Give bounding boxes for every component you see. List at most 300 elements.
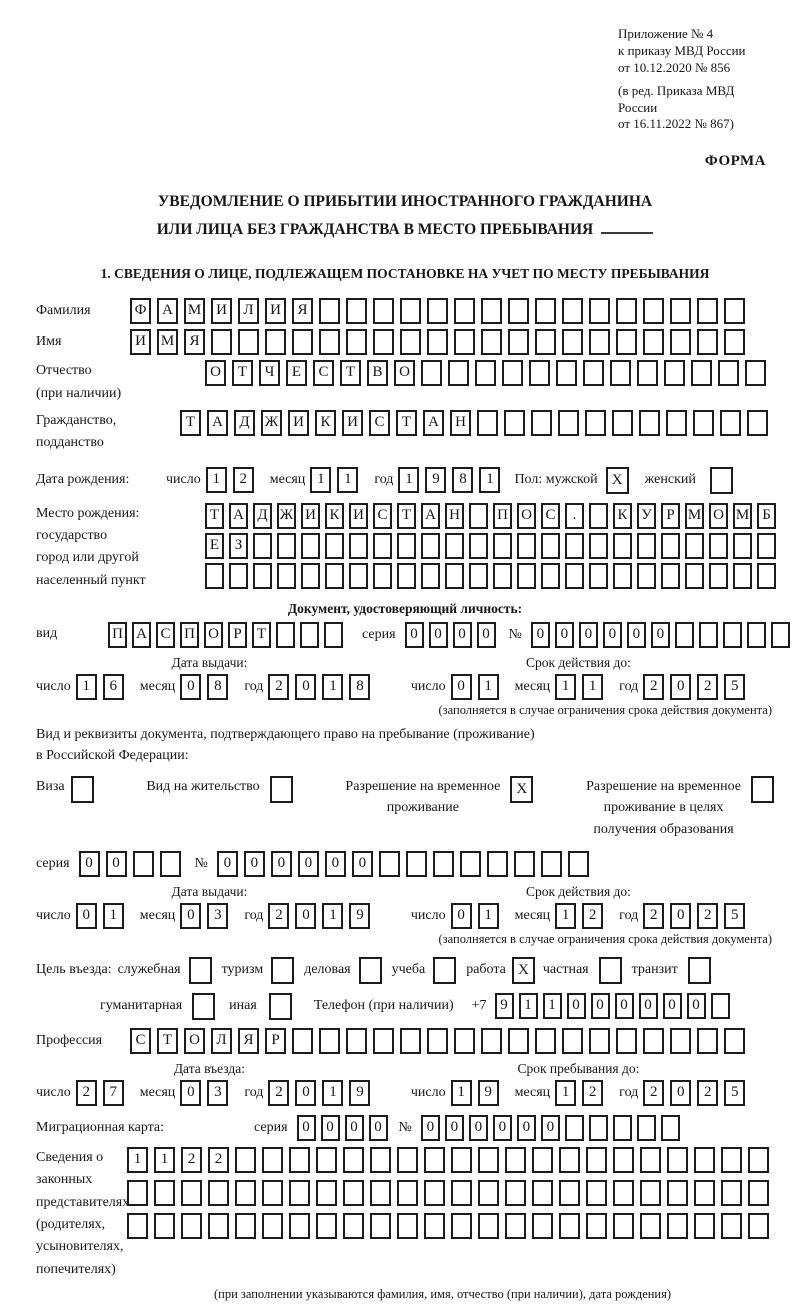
char-cell[interactable]	[451, 1213, 472, 1239]
char-cell[interactable]	[205, 563, 224, 589]
char-cell[interactable]: 0	[567, 993, 586, 1019]
char-cell[interactable]: 9	[495, 993, 514, 1019]
char-cell[interactable]	[346, 298, 367, 324]
char-cell[interactable]	[397, 533, 416, 559]
char-cell[interactable]: 1	[555, 674, 576, 700]
char-cell[interactable]	[643, 1028, 664, 1054]
char-cell[interactable]	[343, 1147, 364, 1173]
char-cell[interactable]: О	[204, 622, 223, 648]
char-cell[interactable]	[531, 410, 552, 436]
char-cell[interactable]	[535, 329, 556, 355]
char-cell[interactable]	[325, 563, 344, 589]
char-cell[interactable]	[508, 329, 529, 355]
char-cell[interactable]: Л	[238, 298, 259, 324]
char-cell[interactable]	[643, 329, 664, 355]
char-cell[interactable]	[616, 329, 637, 355]
visa-checkbox[interactable]	[71, 776, 94, 803]
char-cell[interactable]	[589, 563, 608, 589]
char-cell[interactable]: 3	[207, 903, 228, 929]
char-cell[interactable]: 2	[268, 903, 289, 929]
char-cell[interactable]: 1	[76, 674, 97, 700]
char-cell[interactable]	[427, 298, 448, 324]
char-cell[interactable]	[721, 1213, 742, 1239]
char-cell[interactable]	[697, 1028, 718, 1054]
char-cell[interactable]	[613, 1213, 634, 1239]
char-cell[interactable]: С	[373, 503, 392, 529]
char-cell[interactable]	[373, 1028, 394, 1054]
char-cell[interactable]: Т	[397, 503, 416, 529]
char-cell[interactable]	[613, 533, 632, 559]
char-cell[interactable]	[562, 298, 583, 324]
char-cell[interactable]: Е	[205, 533, 224, 559]
char-cell[interactable]: Я	[238, 1028, 259, 1054]
char-cell[interactable]	[612, 410, 633, 436]
char-cell[interactable]: 0	[445, 1115, 464, 1141]
char-cell[interactable]: 0	[469, 1115, 488, 1141]
char-cell[interactable]: 3	[207, 1080, 228, 1106]
char-cell[interactable]	[370, 1180, 391, 1206]
char-cell[interactable]: 1	[127, 1147, 148, 1173]
char-cell[interactable]	[265, 329, 286, 355]
char-cell[interactable]	[262, 1180, 283, 1206]
char-cell[interactable]	[454, 1028, 475, 1054]
char-cell[interactable]: 0	[76, 903, 97, 929]
char-cell[interactable]: 1	[322, 1080, 343, 1106]
char-cell[interactable]	[343, 1180, 364, 1206]
char-cell[interactable]	[460, 851, 481, 877]
char-cell[interactable]	[661, 563, 680, 589]
char-cell[interactable]	[675, 622, 694, 648]
char-cell[interactable]	[478, 1180, 499, 1206]
edu-residence-permit-checkbox[interactable]	[751, 776, 774, 803]
char-cell[interactable]	[637, 563, 656, 589]
char-cell[interactable]	[637, 360, 658, 386]
char-cell[interactable]	[319, 1028, 340, 1054]
char-cell[interactable]	[289, 1147, 310, 1173]
char-cell[interactable]: 1	[582, 674, 603, 700]
char-cell[interactable]	[637, 533, 656, 559]
char-cell[interactable]	[745, 360, 766, 386]
char-cell[interactable]	[610, 360, 631, 386]
residence-permit-checkbox[interactable]	[270, 776, 293, 803]
char-cell[interactable]	[709, 533, 728, 559]
char-cell[interactable]	[640, 1147, 661, 1173]
char-cell[interactable]	[586, 1147, 607, 1173]
char-cell[interactable]: 2	[643, 1080, 664, 1106]
char-cell[interactable]	[747, 410, 768, 436]
char-cell[interactable]	[664, 360, 685, 386]
char-cell[interactable]: С	[541, 503, 560, 529]
char-cell[interactable]	[451, 1147, 472, 1173]
char-cell[interactable]	[505, 1147, 526, 1173]
char-cell[interactable]	[685, 533, 704, 559]
char-cell[interactable]: И	[211, 298, 232, 324]
char-cell[interactable]	[448, 360, 469, 386]
char-cell[interactable]	[586, 1213, 607, 1239]
char-cell[interactable]: 0	[615, 993, 634, 1019]
char-cell[interactable]	[640, 1213, 661, 1239]
char-cell[interactable]: Н	[445, 503, 464, 529]
char-cell[interactable]	[319, 329, 340, 355]
char-cell[interactable]	[262, 1213, 283, 1239]
char-cell[interactable]	[397, 1180, 418, 1206]
char-cell[interactable]	[319, 298, 340, 324]
char-cell[interactable]: А	[421, 503, 440, 529]
char-cell[interactable]: Ч	[259, 360, 280, 386]
char-cell[interactable]: К	[325, 503, 344, 529]
char-cell[interactable]	[469, 563, 488, 589]
char-cell[interactable]: П	[108, 622, 127, 648]
char-cell[interactable]: 1	[154, 1147, 175, 1173]
char-cell[interactable]: Ж	[277, 503, 296, 529]
purpose-study-checkbox[interactable]	[433, 957, 456, 984]
char-cell[interactable]	[424, 1147, 445, 1173]
char-cell[interactable]: 0	[639, 993, 658, 1019]
char-cell[interactable]	[643, 298, 664, 324]
char-cell[interactable]: 0	[663, 993, 682, 1019]
char-cell[interactable]	[211, 329, 232, 355]
char-cell[interactable]: И	[349, 503, 368, 529]
char-cell[interactable]: 0	[627, 622, 646, 648]
char-cell[interactable]: 2	[643, 674, 664, 700]
char-cell[interactable]: А	[229, 503, 248, 529]
char-cell[interactable]	[277, 563, 296, 589]
char-cell[interactable]	[721, 1180, 742, 1206]
char-cell[interactable]: 8	[452, 467, 473, 493]
char-cell[interactable]	[532, 1213, 553, 1239]
char-cell[interactable]	[637, 1115, 656, 1141]
char-cell[interactable]	[670, 1028, 691, 1054]
char-cell[interactable]	[613, 1115, 632, 1141]
char-cell[interactable]	[508, 298, 529, 324]
char-cell[interactable]: 8	[207, 674, 228, 700]
char-cell[interactable]	[493, 563, 512, 589]
char-cell[interactable]	[583, 360, 604, 386]
char-cell[interactable]: 0	[244, 851, 265, 877]
char-cell[interactable]	[541, 533, 560, 559]
char-cell[interactable]: В	[367, 360, 388, 386]
purpose-official-checkbox[interactable]	[189, 957, 212, 984]
char-cell[interactable]: Т	[180, 410, 201, 436]
char-cell[interactable]: Д	[234, 410, 255, 436]
char-cell[interactable]	[451, 1180, 472, 1206]
char-cell[interactable]: 1	[478, 903, 499, 929]
char-cell[interactable]	[300, 622, 319, 648]
char-cell[interactable]	[670, 298, 691, 324]
char-cell[interactable]: 2	[268, 674, 289, 700]
char-cell[interactable]: 0	[670, 674, 691, 700]
char-cell[interactable]	[262, 1147, 283, 1173]
char-cell[interactable]: С	[369, 410, 390, 436]
char-cell[interactable]	[373, 533, 392, 559]
char-cell[interactable]: 0	[352, 851, 373, 877]
char-cell[interactable]: К	[613, 503, 632, 529]
char-cell[interactable]: 2	[233, 467, 254, 493]
char-cell[interactable]: 0	[295, 903, 316, 929]
char-cell[interactable]	[181, 1180, 202, 1206]
char-cell[interactable]: А	[423, 410, 444, 436]
char-cell[interactable]	[697, 298, 718, 324]
char-cell[interactable]	[535, 1028, 556, 1054]
char-cell[interactable]: О	[184, 1028, 205, 1054]
char-cell[interactable]: 0	[670, 1080, 691, 1106]
char-cell[interactable]: 0	[670, 903, 691, 929]
char-cell[interactable]: Т	[396, 410, 417, 436]
char-cell[interactable]	[346, 329, 367, 355]
char-cell[interactable]: С	[313, 360, 334, 386]
char-cell[interactable]	[427, 329, 448, 355]
char-cell[interactable]	[724, 298, 745, 324]
char-cell[interactable]	[517, 533, 536, 559]
char-cell[interactable]: 1	[479, 467, 500, 493]
char-cell[interactable]	[400, 298, 421, 324]
char-cell[interactable]: 0	[345, 1115, 364, 1141]
char-cell[interactable]	[685, 563, 704, 589]
char-cell[interactable]	[541, 563, 560, 589]
char-cell[interactable]	[723, 622, 742, 648]
char-cell[interactable]: А	[157, 298, 178, 324]
char-cell[interactable]	[589, 329, 610, 355]
char-cell[interactable]	[757, 563, 776, 589]
char-cell[interactable]	[693, 410, 714, 436]
char-cell[interactable]: О	[205, 360, 226, 386]
char-cell[interactable]	[508, 1028, 529, 1054]
char-cell[interactable]: 1	[519, 993, 538, 1019]
char-cell[interactable]	[613, 1147, 634, 1173]
char-cell[interactable]: .	[565, 503, 584, 529]
char-cell[interactable]: 0	[271, 851, 292, 877]
char-cell[interactable]	[370, 1213, 391, 1239]
char-cell[interactable]	[292, 329, 313, 355]
char-cell[interactable]	[181, 1213, 202, 1239]
char-cell[interactable]	[748, 1180, 769, 1206]
char-cell[interactable]	[565, 1115, 584, 1141]
char-cell[interactable]: 0	[687, 993, 706, 1019]
char-cell[interactable]: 9	[425, 467, 446, 493]
char-cell[interactable]: А	[132, 622, 151, 648]
char-cell[interactable]	[324, 622, 343, 648]
char-cell[interactable]	[349, 563, 368, 589]
char-cell[interactable]: 7	[103, 1080, 124, 1106]
char-cell[interactable]	[289, 1180, 310, 1206]
char-cell[interactable]	[541, 851, 562, 877]
char-cell[interactable]	[481, 329, 502, 355]
char-cell[interactable]	[718, 360, 739, 386]
char-cell[interactable]	[454, 298, 475, 324]
char-cell[interactable]	[532, 1147, 553, 1173]
char-cell[interactable]	[733, 533, 752, 559]
char-cell[interactable]: 2	[697, 674, 718, 700]
char-cell[interactable]: И	[342, 410, 363, 436]
char-cell[interactable]: 0	[579, 622, 598, 648]
char-cell[interactable]: М	[733, 503, 752, 529]
char-cell[interactable]: 0	[453, 622, 472, 648]
char-cell[interactable]: О	[394, 360, 415, 386]
char-cell[interactable]	[505, 1213, 526, 1239]
char-cell[interactable]	[292, 1028, 313, 1054]
purpose-tourism-checkbox[interactable]	[271, 957, 294, 984]
char-cell[interactable]	[711, 993, 730, 1019]
char-cell[interactable]: 0	[180, 674, 201, 700]
char-cell[interactable]: 9	[349, 903, 370, 929]
char-cell[interactable]: С	[130, 1028, 151, 1054]
char-cell[interactable]	[478, 1213, 499, 1239]
char-cell[interactable]: 0	[493, 1115, 512, 1141]
char-cell[interactable]: 1	[555, 1080, 576, 1106]
purpose-transit-checkbox[interactable]	[688, 957, 711, 984]
char-cell[interactable]: 1	[543, 993, 562, 1019]
char-cell[interactable]	[709, 563, 728, 589]
char-cell[interactable]	[748, 1213, 769, 1239]
char-cell[interactable]	[301, 563, 320, 589]
char-cell[interactable]	[733, 563, 752, 589]
char-cell[interactable]	[277, 533, 296, 559]
char-cell[interactable]	[208, 1213, 229, 1239]
char-cell[interactable]	[699, 622, 718, 648]
char-cell[interactable]: 2	[697, 1080, 718, 1106]
char-cell[interactable]	[589, 503, 608, 529]
char-cell[interactable]: Р	[228, 622, 247, 648]
sex-female-checkbox[interactable]	[710, 467, 733, 494]
char-cell[interactable]	[535, 298, 556, 324]
char-cell[interactable]	[724, 329, 745, 355]
char-cell[interactable]: Л	[211, 1028, 232, 1054]
char-cell[interactable]: 2	[76, 1080, 97, 1106]
char-cell[interactable]	[424, 1180, 445, 1206]
char-cell[interactable]: 0	[298, 851, 319, 877]
char-cell[interactable]	[667, 1213, 688, 1239]
char-cell[interactable]	[253, 563, 272, 589]
char-cell[interactable]: 0	[217, 851, 238, 877]
char-cell[interactable]: 0	[180, 903, 201, 929]
char-cell[interactable]	[154, 1213, 175, 1239]
char-cell[interactable]	[694, 1180, 715, 1206]
char-cell[interactable]	[661, 533, 680, 559]
char-cell[interactable]	[720, 410, 741, 436]
char-cell[interactable]	[346, 1028, 367, 1054]
char-cell[interactable]: 1	[322, 903, 343, 929]
char-cell[interactable]: 9	[478, 1080, 499, 1106]
char-cell[interactable]: 5	[724, 1080, 745, 1106]
char-cell[interactable]: 0	[591, 993, 610, 1019]
char-cell[interactable]: Д	[253, 503, 272, 529]
char-cell[interactable]: 2	[582, 1080, 603, 1106]
char-cell[interactable]	[666, 410, 687, 436]
char-cell[interactable]: 9	[349, 1080, 370, 1106]
char-cell[interactable]	[397, 563, 416, 589]
char-cell[interactable]: Р	[661, 503, 680, 529]
char-cell[interactable]: 1	[478, 674, 499, 700]
char-cell[interactable]: 5	[724, 903, 745, 929]
char-cell[interactable]: А	[207, 410, 228, 436]
char-cell[interactable]	[379, 851, 400, 877]
char-cell[interactable]	[445, 563, 464, 589]
char-cell[interactable]	[208, 1180, 229, 1206]
char-cell[interactable]: 0	[517, 1115, 536, 1141]
char-cell[interactable]	[661, 1115, 680, 1141]
char-cell[interactable]	[532, 1180, 553, 1206]
char-cell[interactable]	[505, 1180, 526, 1206]
char-cell[interactable]	[757, 533, 776, 559]
char-cell[interactable]: У	[637, 503, 656, 529]
char-cell[interactable]: 2	[582, 903, 603, 929]
purpose-humanitarian-checkbox[interactable]	[192, 993, 215, 1020]
char-cell[interactable]: 0	[429, 622, 448, 648]
char-cell[interactable]: Б	[757, 503, 776, 529]
char-cell[interactable]: 0	[295, 1080, 316, 1106]
char-cell[interactable]	[133, 851, 154, 877]
char-cell[interactable]	[235, 1180, 256, 1206]
char-cell[interactable]: 0	[106, 851, 127, 877]
char-cell[interactable]	[771, 622, 790, 648]
char-cell[interactable]: О	[709, 503, 728, 529]
char-cell[interactable]: И	[301, 503, 320, 529]
char-cell[interactable]	[562, 1028, 583, 1054]
char-cell[interactable]	[559, 1180, 580, 1206]
char-cell[interactable]: 0	[603, 622, 622, 648]
char-cell[interactable]: К	[315, 410, 336, 436]
char-cell[interactable]: 8	[349, 674, 370, 700]
char-cell[interactable]	[504, 410, 525, 436]
char-cell[interactable]: 1	[398, 467, 419, 493]
char-cell[interactable]: Р	[265, 1028, 286, 1054]
char-cell[interactable]	[586, 1180, 607, 1206]
purpose-work-checkbox[interactable]: X	[512, 957, 535, 984]
char-cell[interactable]: 0	[297, 1115, 316, 1141]
char-cell[interactable]	[613, 563, 632, 589]
char-cell[interactable]	[667, 1147, 688, 1173]
char-cell[interactable]: Ф	[130, 298, 151, 324]
char-cell[interactable]: 0	[541, 1115, 560, 1141]
char-cell[interactable]	[427, 1028, 448, 1054]
char-cell[interactable]	[562, 329, 583, 355]
char-cell[interactable]: Т	[157, 1028, 178, 1054]
char-cell[interactable]: 0	[325, 851, 346, 877]
char-cell[interactable]	[421, 360, 442, 386]
char-cell[interactable]: М	[184, 298, 205, 324]
char-cell[interactable]	[421, 563, 440, 589]
char-cell[interactable]: И	[265, 298, 286, 324]
char-cell[interactable]: 2	[697, 903, 718, 929]
char-cell[interactable]	[325, 533, 344, 559]
char-cell[interactable]	[559, 1213, 580, 1239]
char-cell[interactable]: Н	[450, 410, 471, 436]
char-cell[interactable]: 2	[181, 1147, 202, 1173]
char-cell[interactable]: 0	[79, 851, 100, 877]
char-cell[interactable]	[694, 1147, 715, 1173]
char-cell[interactable]: 0	[531, 622, 550, 648]
purpose-private-checkbox[interactable]	[599, 957, 622, 984]
char-cell[interactable]: Ж	[261, 410, 282, 436]
char-cell[interactable]	[514, 851, 535, 877]
char-cell[interactable]	[445, 533, 464, 559]
char-cell[interactable]: 1	[310, 467, 331, 493]
char-cell[interactable]	[127, 1213, 148, 1239]
char-cell[interactable]	[558, 410, 579, 436]
char-cell[interactable]: С	[156, 622, 175, 648]
char-cell[interactable]	[694, 1213, 715, 1239]
char-cell[interactable]	[556, 360, 577, 386]
char-cell[interactable]: Т	[205, 503, 224, 529]
char-cell[interactable]: 0	[321, 1115, 340, 1141]
char-cell[interactable]: 1	[206, 467, 227, 493]
char-cell[interactable]: 0	[555, 622, 574, 648]
sex-male-checkbox[interactable]: X	[606, 467, 629, 494]
char-cell[interactable]: Т	[252, 622, 271, 648]
char-cell[interactable]	[454, 329, 475, 355]
char-cell[interactable]	[565, 533, 584, 559]
char-cell[interactable]	[667, 1180, 688, 1206]
